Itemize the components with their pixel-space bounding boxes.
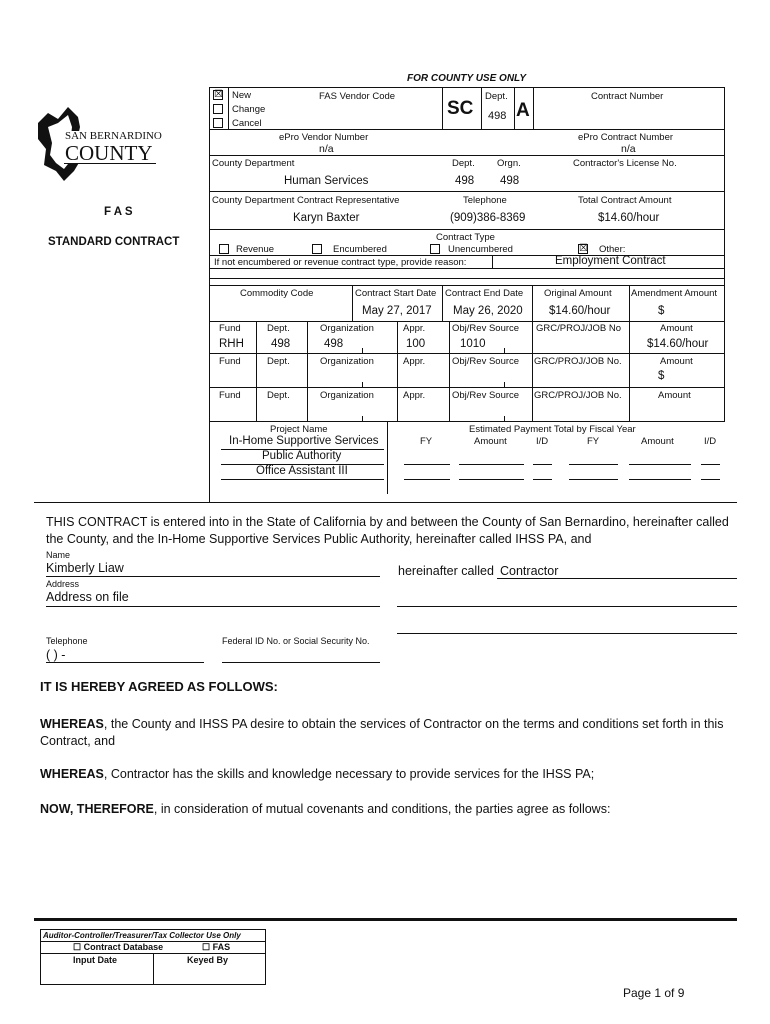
epro-contract-label: ePro Contract Number <box>578 132 674 143</box>
commodity-block <box>209 285 724 422</box>
amount-value-2: $ <box>658 370 665 382</box>
reason-value: Employment Contract <box>555 255 666 267</box>
bottom-rule <box>34 918 737 921</box>
end-date-value: May 26, 2020 <box>453 305 523 317</box>
whereas-lead-2: WHEREAS <box>40 767 104 781</box>
project-name-label: Project Name <box>270 424 328 435</box>
id-label-2: I/D <box>704 436 717 447</box>
county-department-value: Human Services <box>284 175 369 187</box>
amount-value-1: $14.60/hour <box>647 338 709 350</box>
contract-database-checkbox[interactable]: ☐ Contract Database <box>73 942 164 952</box>
telephone-field-value: ( ) - <box>46 648 66 662</box>
telephone-value: (909)386-8369 <box>450 212 526 224</box>
whereas-lead-1: WHEREAS <box>40 717 104 731</box>
fiscal-year-label: Estimated Payment Total by Fiscal Year <box>469 424 636 435</box>
epro-contract-value: n/a <box>621 143 636 155</box>
agreed-heading: IT IS HEREBY AGREED AS FOLLOWS: <box>40 679 278 694</box>
end-date-label: Contract End Date <box>445 288 524 299</box>
change-label: Change <box>232 104 266 115</box>
change-checkbox[interactable] <box>213 104 223 114</box>
grc-label-3: GRC/PROJ/JOB No. <box>534 390 622 401</box>
commodity-code-label: Commodity Code <box>240 288 314 299</box>
standard-contract-title: STANDARD CONTRACT <box>48 236 180 248</box>
appr-label-3: Appr. <box>403 390 426 401</box>
representative-label: County Department Contract Representative <box>212 195 400 206</box>
auditor-box <box>40 929 266 985</box>
cancel-label: Cancel <box>232 118 262 129</box>
orgn-label: Orgn. <box>497 158 521 169</box>
obj-label-3: Obj/Rev Source <box>452 390 520 401</box>
fy-label-1: FY <box>420 436 433 447</box>
dept2-value: 498 <box>455 175 475 187</box>
new-label: New <box>232 90 252 101</box>
name-value: Kimberly Liaw <box>46 561 124 575</box>
revenue-checkbox[interactable] <box>219 244 229 254</box>
dept-label-3: Dept. <box>267 390 290 401</box>
total-amount-value: $14.60/hour <box>598 212 660 224</box>
encumbered-checkbox[interactable] <box>312 244 322 254</box>
name-label: Name <box>46 550 71 560</box>
keyed-by-label: Keyed By <box>187 955 229 965</box>
auditor-title: Auditor-Controller/Treasurer/Tax Collector Use Only <box>43 931 241 940</box>
appr-label-2: Appr. <box>403 356 426 367</box>
federal-id-label: Federal ID No. or Social Security No. <box>222 636 370 646</box>
whereas-paragraph-1 <box>40 716 738 750</box>
fiscal-amount-label-2: Amount <box>641 436 674 447</box>
fund-value-1: RHH <box>219 338 244 350</box>
whereas-text-2: , Contractor has the skills and knowledge necessary to provide services for the IHSS PA; <box>103 767 595 781</box>
encumbered-label: Encumbered <box>333 244 387 255</box>
amendment-amount-value: $ <box>658 305 665 317</box>
county-department-label: County Department <box>212 158 295 169</box>
org-label-2: Organization <box>320 356 374 367</box>
address-label: Address <box>46 579 80 589</box>
amount-label-2: Amount <box>660 356 693 367</box>
input-date-label: Input Date <box>73 955 117 965</box>
reason-label: If not encumbered or revenue contract type, provide reason: <box>214 257 467 268</box>
epro-vendor-label: ePro Vendor Number <box>279 132 369 143</box>
dept-code: 498 <box>488 110 507 122</box>
telephone-label: Telephone <box>463 195 507 206</box>
original-amount-value: $14.60/hour <box>549 305 611 317</box>
epro-vendor-value: n/a <box>319 143 334 155</box>
obj-label-2: Obj/Rev Source <box>452 356 520 367</box>
other-checkbox[interactable]: ☒ <box>579 243 588 254</box>
logo-line2: COUNTY <box>65 141 153 165</box>
license-label: Contractor's License No. <box>573 158 677 169</box>
original-amount-label: Original Amount <box>544 288 612 299</box>
contract-type-label: Contract Type <box>436 232 495 243</box>
project-line-3: Office Assistant III <box>256 465 348 477</box>
dept-label-2: Dept. <box>267 356 290 367</box>
obj-value-1: 1010 <box>460 338 486 350</box>
telephone-field-label: Telephone <box>46 636 88 646</box>
logo-line1: SAN BERNARDINO <box>65 130 162 142</box>
intro-paragraph: THIS CONTRACT is entered into in the State of California by and between the County of San Bernardino, hereinafter called the County, and the In-Home Supportive Services Public Authority, hereinafter called IHSS PA, and <box>46 515 729 546</box>
fund-label-2: Fund <box>219 356 241 367</box>
appr-label-1: Appr. <box>403 323 426 334</box>
whereas-text-1: , the County and IHSS PA desire to obtain the services of Contractor on the terms and conditions set forth in this Contract, and <box>40 717 724 748</box>
grc-label-2: GRC/PROJ/JOB No. <box>534 356 622 367</box>
dept-value-1: 498 <box>271 338 291 350</box>
id-label-1: I/D <box>536 436 549 447</box>
unencumbered-label: Unencumbered <box>448 244 513 255</box>
obj-label-1: Obj/Rev Source <box>452 323 520 334</box>
contract-number-label: Contract Number <box>591 91 664 102</box>
whereas-paragraph-2 <box>40 766 738 783</box>
county-logo <box>34 105 160 185</box>
orgn-value: 498 <box>500 175 520 187</box>
revenue-label: Revenue <box>236 244 275 255</box>
contract-suffix: A <box>516 100 530 121</box>
amendment-amount-label: Amendment Amount <box>631 288 718 299</box>
org-label-3: Organization <box>320 390 374 401</box>
now-lead: NOW, THEREFORE <box>40 802 154 816</box>
unencumbered-checkbox[interactable] <box>430 244 440 254</box>
dept-label: Dept. <box>485 91 508 102</box>
dept-label-1: Dept. <box>267 323 290 334</box>
fund-label-3: Fund <box>219 390 241 401</box>
page-number: Page 1 of 9 <box>623 986 685 1000</box>
fas-vendor-code-label: FAS Vendor Code <box>319 91 396 102</box>
fund-label-1: Fund <box>219 323 241 334</box>
org-label-1: Organization <box>320 323 374 334</box>
amount-label-3: Amount <box>658 390 691 401</box>
grc-label-1: GRC/PROJ/JOB No <box>536 323 621 334</box>
other-label: Other: <box>599 244 626 255</box>
dept2-label: Dept. <box>452 158 475 169</box>
fiscal-amount-label-1: Amount <box>474 436 507 447</box>
fas-title: F A S <box>104 206 133 218</box>
new-checkbox[interactable]: ☒ <box>214 89 223 100</box>
cancel-checkbox[interactable] <box>213 118 223 128</box>
fy-label-2: FY <box>587 436 600 447</box>
county-use-only-heading: FOR COUNTY USE ONLY <box>407 73 527 84</box>
project-line-2: Public Authority <box>262 450 342 462</box>
address-value: Address on file <box>46 590 129 604</box>
appr-value-1: 100 <box>406 338 426 350</box>
total-amount-label: Total Contract Amount <box>578 195 672 206</box>
hereinafter-value: Contractor <box>500 564 559 578</box>
hereinafter-label: hereinafter called <box>398 564 494 578</box>
org-value-1: 498 <box>324 338 344 350</box>
sc-code: SC <box>447 98 474 119</box>
start-date-value: May 27, 2017 <box>362 305 432 317</box>
now-text: , in consideration of mutual covenants and conditions, the parties agree as follows: <box>153 802 611 816</box>
now-therefore-paragraph <box>40 801 738 818</box>
contract-form <box>209 87 724 502</box>
representative-value: Karyn Baxter <box>293 212 360 224</box>
project-line-1: In-Home Supportive Services <box>229 435 379 447</box>
start-date-label: Contract Start Date <box>355 288 437 299</box>
amount-label-1: Amount <box>660 323 693 334</box>
fas-checkbox[interactable]: ☐ FAS <box>202 942 231 952</box>
